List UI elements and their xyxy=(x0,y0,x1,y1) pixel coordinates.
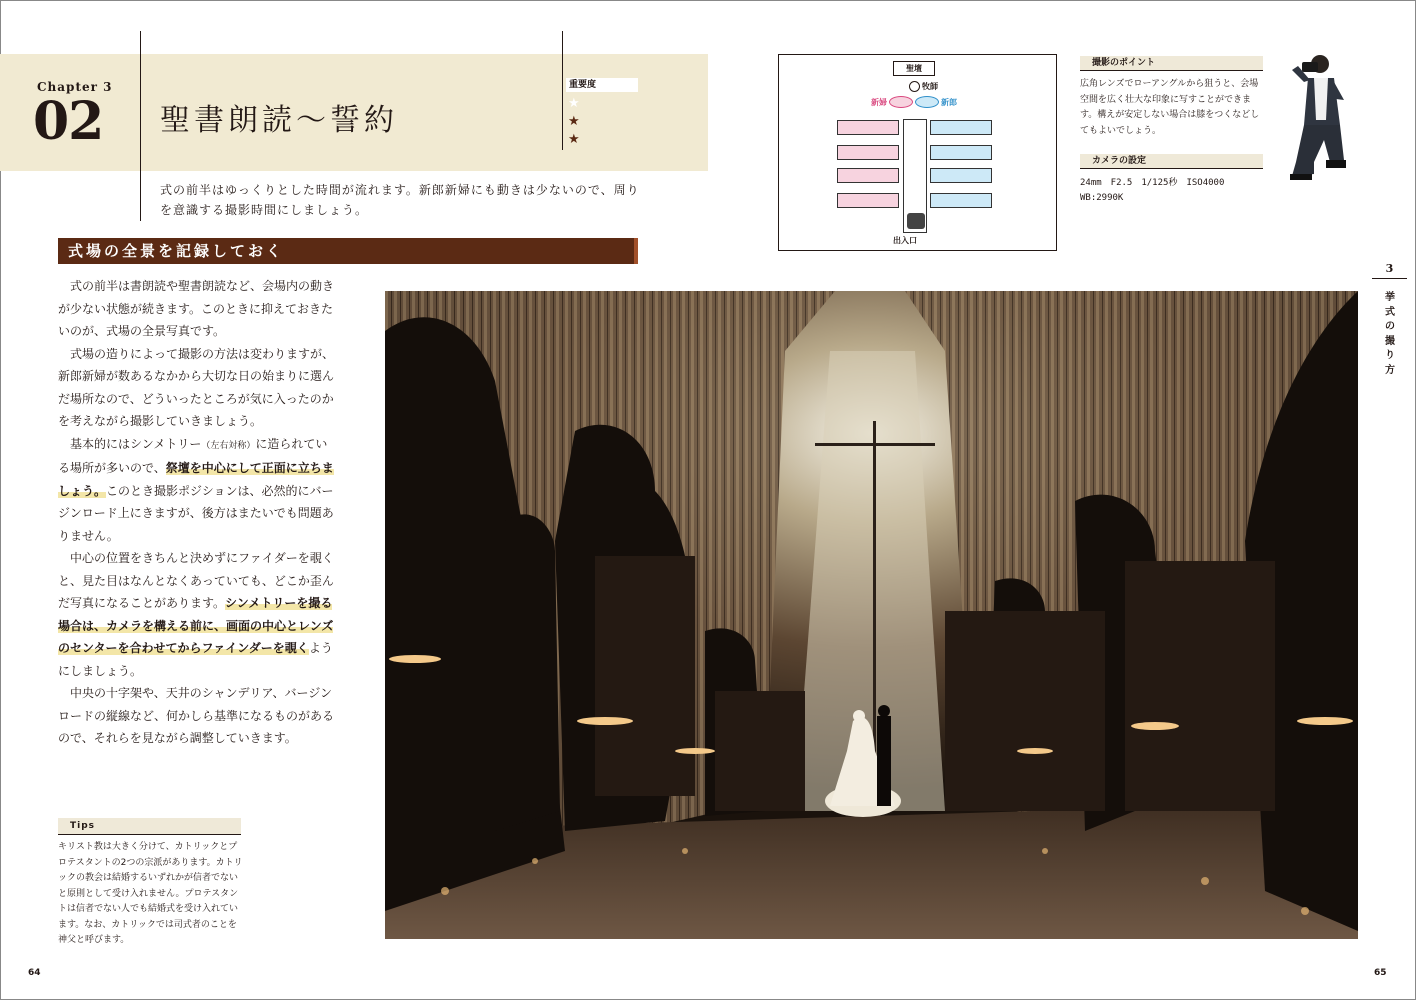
plan-pew-left xyxy=(837,145,899,160)
camera-heading: カメラの設定 xyxy=(1080,154,1263,169)
camera-settings-line: 24mm F2.5 1/125秒 ISO4000 xyxy=(1080,178,1225,188)
camera-settings-line: WB:2990K xyxy=(1080,193,1124,203)
paragraph xyxy=(58,433,338,548)
text-run: 基本的にはシンメトリー xyxy=(70,436,202,451)
point-heading: 撮影のポイント xyxy=(1080,56,1263,71)
star-icon: ★ xyxy=(568,96,580,111)
plan-pew-right xyxy=(930,193,992,208)
text-run: 中心の位置をきちんと決めずにファイダーを覗くと、見た目はなんとなくあっていても、どこか歪んだ写真になることがあります。 xyxy=(58,551,334,610)
page-title: 聖書朗読～誓約 xyxy=(160,103,398,138)
chapel-photo xyxy=(385,291,1358,939)
header-divider xyxy=(140,31,141,221)
plan-groom-marker xyxy=(915,96,939,108)
side-chapter-title: 挙式の撮り方 xyxy=(1385,292,1395,376)
plan-pew-left xyxy=(837,168,899,183)
plan-exit: 出入口 xyxy=(893,236,917,245)
highlight: シンメトリーを撮る場合は、カメラを構える前に、画面の中心とレンズのセンターを合わせてからファインダーを覗く xyxy=(58,596,334,655)
lead-text: 式の前半はゆっくりとした時間が流れます。新郎新婦にも動きは少ないので、周りを意識する撮影時間にしましょう。 xyxy=(160,183,640,217)
plan-pew-right xyxy=(930,168,992,183)
page-number-left: 64 xyxy=(28,968,41,978)
plan-priest-label: 牧師 xyxy=(922,82,938,91)
text-run: ようにしましょう。 xyxy=(58,641,333,678)
paragraph: 式の前半は書朗読や聖書朗読など、会場内の動きが少ない状態が続きます。このときに抑えておきたいのが、式場の全景写真です。 xyxy=(58,279,335,338)
star-icon: ★ xyxy=(568,114,580,129)
text-run: このとき撮影ポジションは、必然的にバージンロード上にきますが、後方はまたいでも問題ありません。 xyxy=(58,483,334,543)
paragraph: 式場の造りによって撮影の方法は変わりますが、新郎新婦が数あるなかから大切な日の始まりに選んだ場所なので、どういったところが気に入ったのかを考えながら撮影していきましょう。 xyxy=(58,346,335,428)
note: （左右対称） xyxy=(201,440,256,451)
plan-priest-marker xyxy=(909,81,920,92)
side-chapter-number: 3 xyxy=(1372,259,1407,279)
section-heading: 式場の全景を記録しておく xyxy=(58,238,638,264)
highlight: 祭壇を中心にして正面に立ちましょう。 xyxy=(58,461,334,498)
chapter-label: Chapter 3 xyxy=(37,80,113,94)
floor-plan xyxy=(778,54,1057,251)
photographer-illustration xyxy=(1278,50,1358,192)
camera-settings xyxy=(1080,176,1270,206)
point-text: 広角レンズでローアングルから狙うと、会場空間を広く壮大な印象に写すことができます。構えが安定しない場合は膝をつくなどしてもよいでしょう。 xyxy=(1080,79,1260,136)
plan-pew-right xyxy=(930,145,992,160)
plan-altar: 聖壇 xyxy=(893,61,935,76)
tips-label: Tips xyxy=(58,818,241,835)
plan-bride-marker xyxy=(889,96,913,108)
plan-pew-right xyxy=(930,120,992,135)
text-run: に造られている場所が多いので、 xyxy=(58,436,328,475)
importance-divider xyxy=(562,31,563,150)
plan-groom-label: 新郎 xyxy=(941,98,957,107)
paragraph xyxy=(58,547,338,682)
page-number-right: 65 xyxy=(1374,968,1387,978)
section-number: 02 xyxy=(33,91,104,152)
body-text xyxy=(58,275,338,750)
plan-bride-label: 新婦 xyxy=(871,98,887,107)
paragraph: 中央の十字架や、天井のシャンデリア、バージンロードの縦線など、何かしら基準になるものがあるので、それらを見ながら調整していきます。 xyxy=(58,686,335,745)
camera-icon xyxy=(907,213,925,229)
plan-pew-left xyxy=(837,193,899,208)
tips-text: キリスト教は大きく分けて、カトリックとプロテスタントの2つの宗派があります。カトリックの教会は結婚するいずれかが信者でないと原則として受け入れません。プロテスタントは信者でない人でも結婚式を受け入れています。なお、カトリックでは司式者のことを神父と呼びます。 xyxy=(58,842,243,945)
plan-pew-left xyxy=(837,120,899,135)
importance-label: 重要度 xyxy=(566,78,638,92)
star-icon: ★ xyxy=(568,132,580,147)
